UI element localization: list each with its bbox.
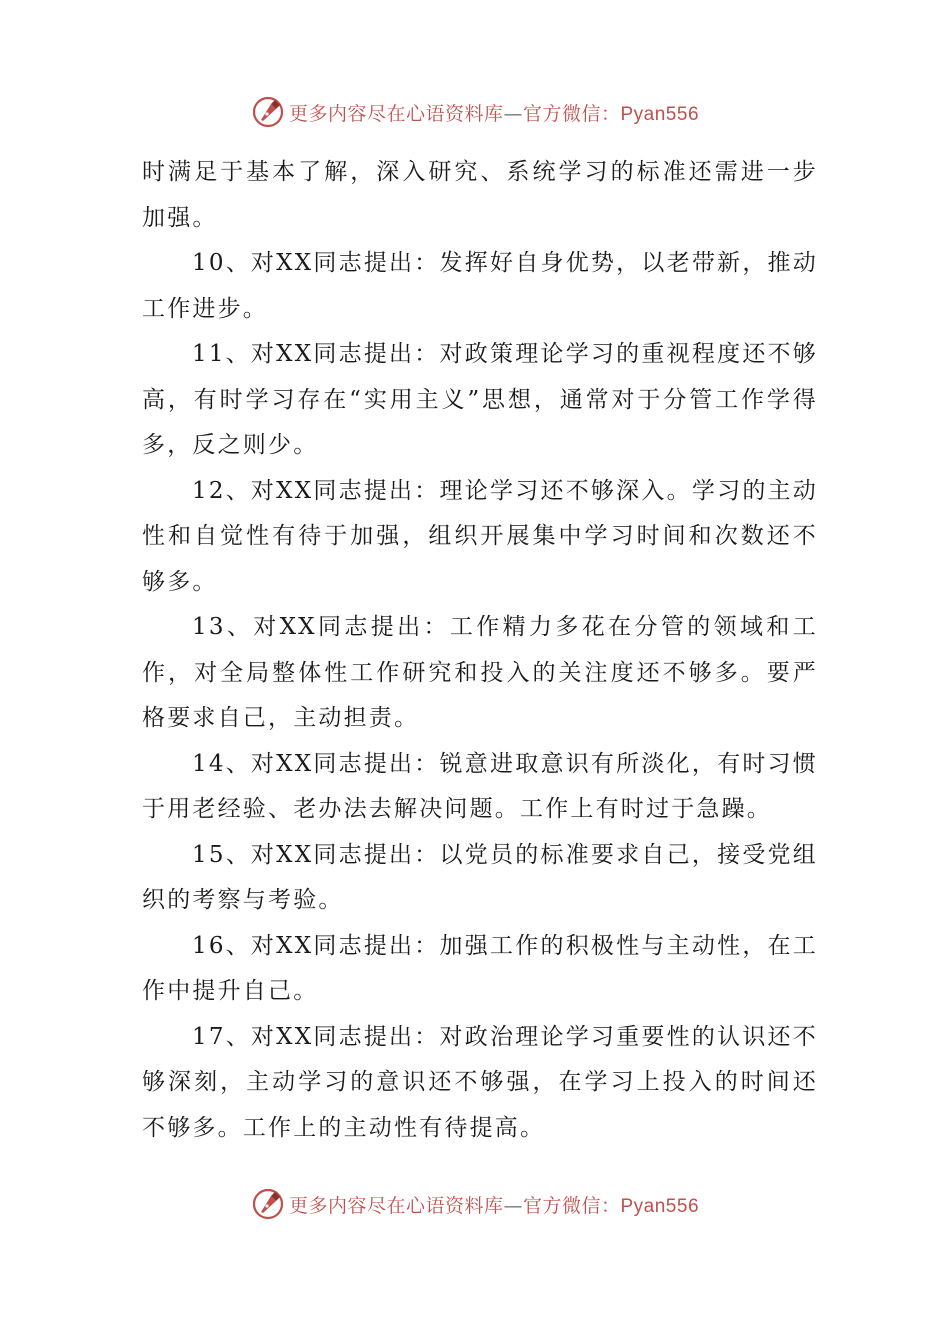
banner-prefix: 更多内容尽在心语资料库 xyxy=(288,102,504,125)
paragraph-5: 14、对XX同志提出：锐意进取意识有所淡化，有时习惯于用老经验、老办法去解决问题。工作上有时过于急躁。 xyxy=(142,750,818,822)
pen-nib-logo-icon xyxy=(251,1187,285,1221)
banner-separator: — xyxy=(503,1194,523,1217)
banner-wechat-label: 官方微信： xyxy=(522,102,621,125)
banner-text xyxy=(289,1191,699,1218)
paragraph-4: 13、对XX同志提出：工作精力多花在分管的领域和工作，对全局整体性工作研究和投入的关注度还不够多。要严格要求自己，主动担责。 xyxy=(142,614,818,731)
paragraph-7: 16、对XX同志提出：加强工作的积极性与主动性，在工作中提升自己。 xyxy=(142,932,818,1004)
document-body xyxy=(142,150,818,1151)
banner-wechat-id: Pyan556 xyxy=(620,1195,700,1217)
banner-wechat-label: 官方微信： xyxy=(522,1194,621,1217)
banner-wechat-id: Pyan556 xyxy=(620,103,700,125)
paragraph-8: 17、对XX同志提出：对政治理论学习重要性的认识还不够深刻，主动学习的意识还不够强，在学习上投入的时间还不够多。工作上的主动性有待提高。 xyxy=(142,1023,818,1141)
banner-separator: — xyxy=(503,102,523,125)
footer-banner xyxy=(0,1184,950,1224)
paragraph-1: 10、对XX同志提出：发挥好自身优势，以老带新，推动工作进步。 xyxy=(142,250,818,322)
pen-nib-logo-icon xyxy=(251,95,285,129)
banner-prefix: 更多内容尽在心语资料库 xyxy=(288,1194,504,1217)
paragraph-0: 时满足于基本了解，深入研究、系统学习的标准还需进一步加强。 xyxy=(142,159,818,231)
header-banner xyxy=(0,92,950,132)
paragraph-2: 11、对XX同志提出：对政策理论学习的重视程度还不够高，有时学习存在“实用主义”思想，通常对于分管工作学得多，反之则少。 xyxy=(142,341,818,458)
banner-text xyxy=(289,99,699,126)
paragraph-6: 15、对XX同志提出：以党员的标准要求自己，接受党组织的考察与考验。 xyxy=(142,841,818,913)
paragraph-3: 12、对XX同志提出：理论学习还不够深入。学习的主动性和自觉性有待于加强，组织开展集中学习时间和次数还不够多。 xyxy=(142,477,818,595)
